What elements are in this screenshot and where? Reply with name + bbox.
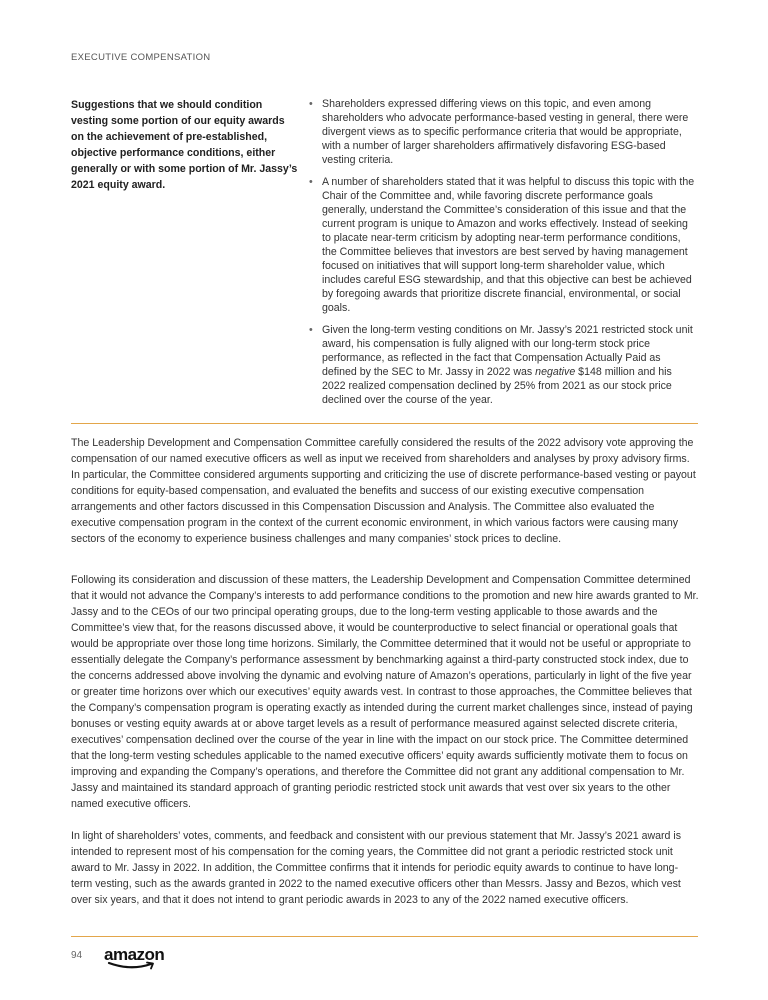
paragraph-shareholder-feedback: In light of shareholders’ votes, comments, and feedback and consistent with our previous statement that Mr. Jassy’s 2021 award is intended to represent most of his compensation for the coming years, the Committee did not grant a periodic restricted stock unit award to Mr. Jassy in 2022. In addition, the Committee confirms that it intends for periodic equity awards to continue to have long-term vesting, such as the awards granted in 2022 to the named executive officers other than Messrs. Jassy and Bezos, which vest over six years, and that it does not intend to grant periodic awards in 2023 to any of the 2022 named executive officers. [71, 830, 682, 906]
bullet-text: A number of shareholders stated that it was helpful to discuss this topic with the Chair of the Committee and, while favoring discrete performance goals generally, understand the Committee’s consideration of this issue and that the current program is unique to Amazon and works effectively. Instead of seeking to placate near-term criticism by adopting near-term performance conditions, the Committee believes that investors are best served by having management focused on initiatives that will support long-term shareholder value, which includes careful ESG stewardship, and that this objective can best be achieved by foregoing awards that prioritize discrete financial, environmental, or social goals. [322, 176, 695, 314]
bullet-text: Shareholders expressed differing views on this topic, and even among shareholders who advocate performance-based vesting in general, there were divergent views as to specific performance criteria that would be appropriate, with a number of larger shareholders affirmatively disfavoring ESG-based vesting criteria. [322, 98, 689, 166]
bullet-dot-icon: • [309, 176, 313, 188]
logo-wordmark: amazon [104, 945, 165, 964]
bullet-item [308, 97, 698, 167]
page-number: 94 [71, 950, 83, 961]
bullet-item [308, 175, 698, 315]
bullet-text-after: $148 million and his 2022 realized compensation declined by 25% from 2021 as our stock price declined over the course of the year. [322, 366, 672, 406]
suggestion-heading: Suggestions that we should condition vesting some portion of our equity awards on the achievement of pre-established, objective performance conditions, either generally or with some portion of Mr. Jassy’s 2021 equity award. [71, 99, 298, 191]
amazon-logo [104, 945, 164, 965]
bullet-text-emphasis: negative [535, 366, 576, 378]
paragraph-advisory-vote: The Leadership Development and Compensation Committee carefully considered the results of the 2022 advisory vote approving the compensation of our named executive officers as well as input we received from shareholders and analyses by proxy advisory firms. In particular, the Committee considered arguments supporting and criticizing the use of discrete performance-based vesting or payout conditions for equity-based compensation, and evaluated the benefits and success of our existing executive compensation arrangements and other factors discussed in this Compensation Discussion and Analysis. The Committee also evaluated the executive compensation program in the context of the current economic environment, in which various factors were causing many sectors of the economy to experience business challenges and many companies’ stock prices to decline. [71, 437, 696, 545]
paragraph-committee-determination: Following its consideration and discussion of these matters, the Leadership Development and Compensation Committee determined that it would not advance the Company’s interests to add performance conditions to the promotion and new hire awards granted to Mr. Jassy and to the CEOs of our two principal operating groups, due to the long-term vesting applicable to those awards and the Committee’s view that, for the reasons discussed above, it would be counterproductive to select financial or operational goals that would be appropriate over those long time horizons. Similarly, the Committee determined that it would not be useful or appropriate to essentially delegate the Company’s performance assessment by benchmarking against a third-party constructed stock index, due to the concerns addressed above involving the dynamic and evolving nature of Amazon’s operations, particularly in light of the five year or greater time horizons over which our executives’ equity awards vest. In contrast to those approaches, the Committee believes that the Company’s compensation program is operating exactly as intended during the current market challenges since, instead of paying bonuses or vesting equity awards at or above target levels as a result of performance measured against selected discrete criteria, executives’ compensation declined over the course of the year in line with the impact on our stock price. The Committee determined that the long-term vesting schedules applicable to the named executive officers’ equity awards sufficiently motivate them to focus on improving and expanding the Company’s operations, and therefore the Committee did not grant any additional compensation to Mr. Jassy and maintained its standard approach of granting periodic restricted stock unit awards that vest over six years to the other named executive officers. [71, 574, 699, 810]
bullet-text [322, 324, 693, 406]
section-header: EXECUTIVE COMPENSATION [71, 52, 211, 63]
bullet-item [308, 323, 698, 407]
suggestion-bullets [308, 97, 698, 415]
bullet-dot-icon: • [309, 324, 313, 336]
logo-smile-icon [107, 961, 157, 970]
divider-top [71, 423, 698, 424]
bullet-dot-icon: • [309, 98, 313, 110]
bullet-text-before: Given the long-term vesting conditions on Mr. Jassy’s 2021 restricted stock unit award, his compensation is fully aligned with our long-term stock price performance, as reflected in the fact that Compensation Actually Paid as defined by the SEC to Mr. Jassy in 2022 was [322, 324, 693, 378]
divider-bottom [71, 936, 698, 937]
